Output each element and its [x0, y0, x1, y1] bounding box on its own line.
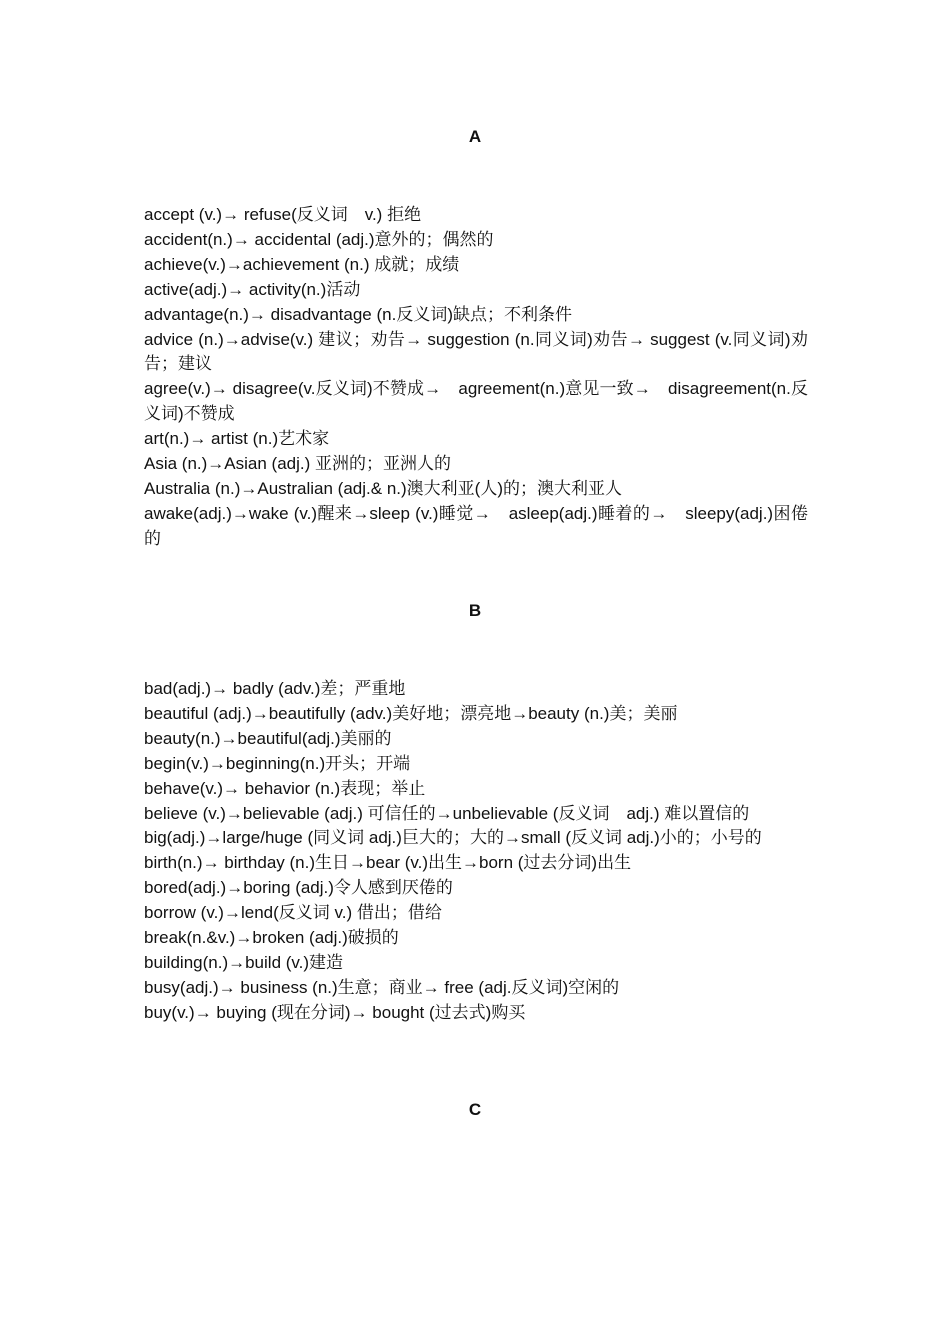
entry-break: break(n.&v.)→broken (adj.)破损的: [144, 928, 399, 948]
entry-beautiful: beautiful (adj.)→beautifully (adv.)美好地；漂亮地→beauty (n.)美；美丽: [144, 703, 678, 723]
entry-accident: accident(n.)→ accidental (adj.)意外的；偶然的: [144, 229, 494, 249]
entry-active: active(adj.)→ activity(n.)活动: [144, 279, 361, 299]
entry-bored: bored(adj.)→boring (adj.)令人感到厌倦的: [144, 878, 453, 898]
entry-behave: behave(v.)→ behavior (n.)表现；举止: [144, 778, 426, 798]
entry-art: art(n.)→ artist (n.)艺术家: [144, 429, 330, 449]
entry-australia: Australia (n.)→Australian (adj.& n.)澳大利亚(人)的；澳大利亚人: [144, 478, 622, 498]
section-a-entries: [144, 203, 808, 552]
section-heading-a: A: [468, 127, 482, 146]
section-b-entries: [144, 677, 808, 1026]
section-heading-b: B: [468, 601, 482, 620]
entry-birth: birth(n.)→ birthday (n.)生日→bear (v.)出生→born (过去分词)出生: [144, 853, 632, 873]
entry-bad: bad(adj.)→ badly (adv.)差；严重地: [144, 679, 406, 698]
section-heading-c: C: [468, 1100, 482, 1119]
entry-agree: agree(v.)→ disagree(v.反义词)不赞成→ agreement(n.)意见一致→ disagreement(n.反义词)不赞成: [144, 379, 808, 424]
entry-begin: begin(v.)→beginning(n.)开头；开端: [144, 753, 411, 773]
entry-beauty: beauty(n.)→beautiful(adj.)美丽的: [144, 728, 392, 748]
entry-building: building(n.)→build (v.)建造: [144, 952, 344, 972]
entry-advice: advice (n.)→advise(v.) 建议；劝告→ suggestion (n.同义词)劝告→ suggest (v.同义词)劝告；建议: [144, 329, 808, 374]
entry-big: big(adj.)→large/huge (同义词 adj.)巨大的；大的→small (反义词 adj.)小的；小号的: [144, 828, 762, 848]
entry-awake: awake(adj.)→wake (v.)醒来→sleep (v.)睡觉→ asleep(adj.)睡着的→ sleepy(adj.)困倦的: [144, 503, 808, 548]
entry-believe: believe (v.)→believable (adj.) 可信任的→unbelievable (反义词 adj.) 难以置信的: [144, 803, 750, 823]
entry-advantage: advantage(n.)→ disadvantage (n.反义词)缺点；不利条件: [144, 304, 572, 324]
entry-buy: buy(v.)→ buying (现在分词)→ bought (过去式)购买: [144, 1002, 526, 1022]
entry-busy: busy(adj.)→ business (n.)生意；商业→ free (adj.反义词)空闲的: [144, 977, 620, 997]
entry-accept: accept (v.)→ refuse(反义词 v.) 拒绝: [144, 205, 422, 224]
entry-asia: Asia (n.)→Asian (adj.) 亚洲的；亚洲人的: [144, 454, 451, 474]
entry-borrow: borrow (v.)→lend(反义词 v.) 借出；借给: [144, 903, 442, 923]
entry-achieve: achieve(v.)→achievement (n.) 成就；成绩: [144, 254, 460, 274]
